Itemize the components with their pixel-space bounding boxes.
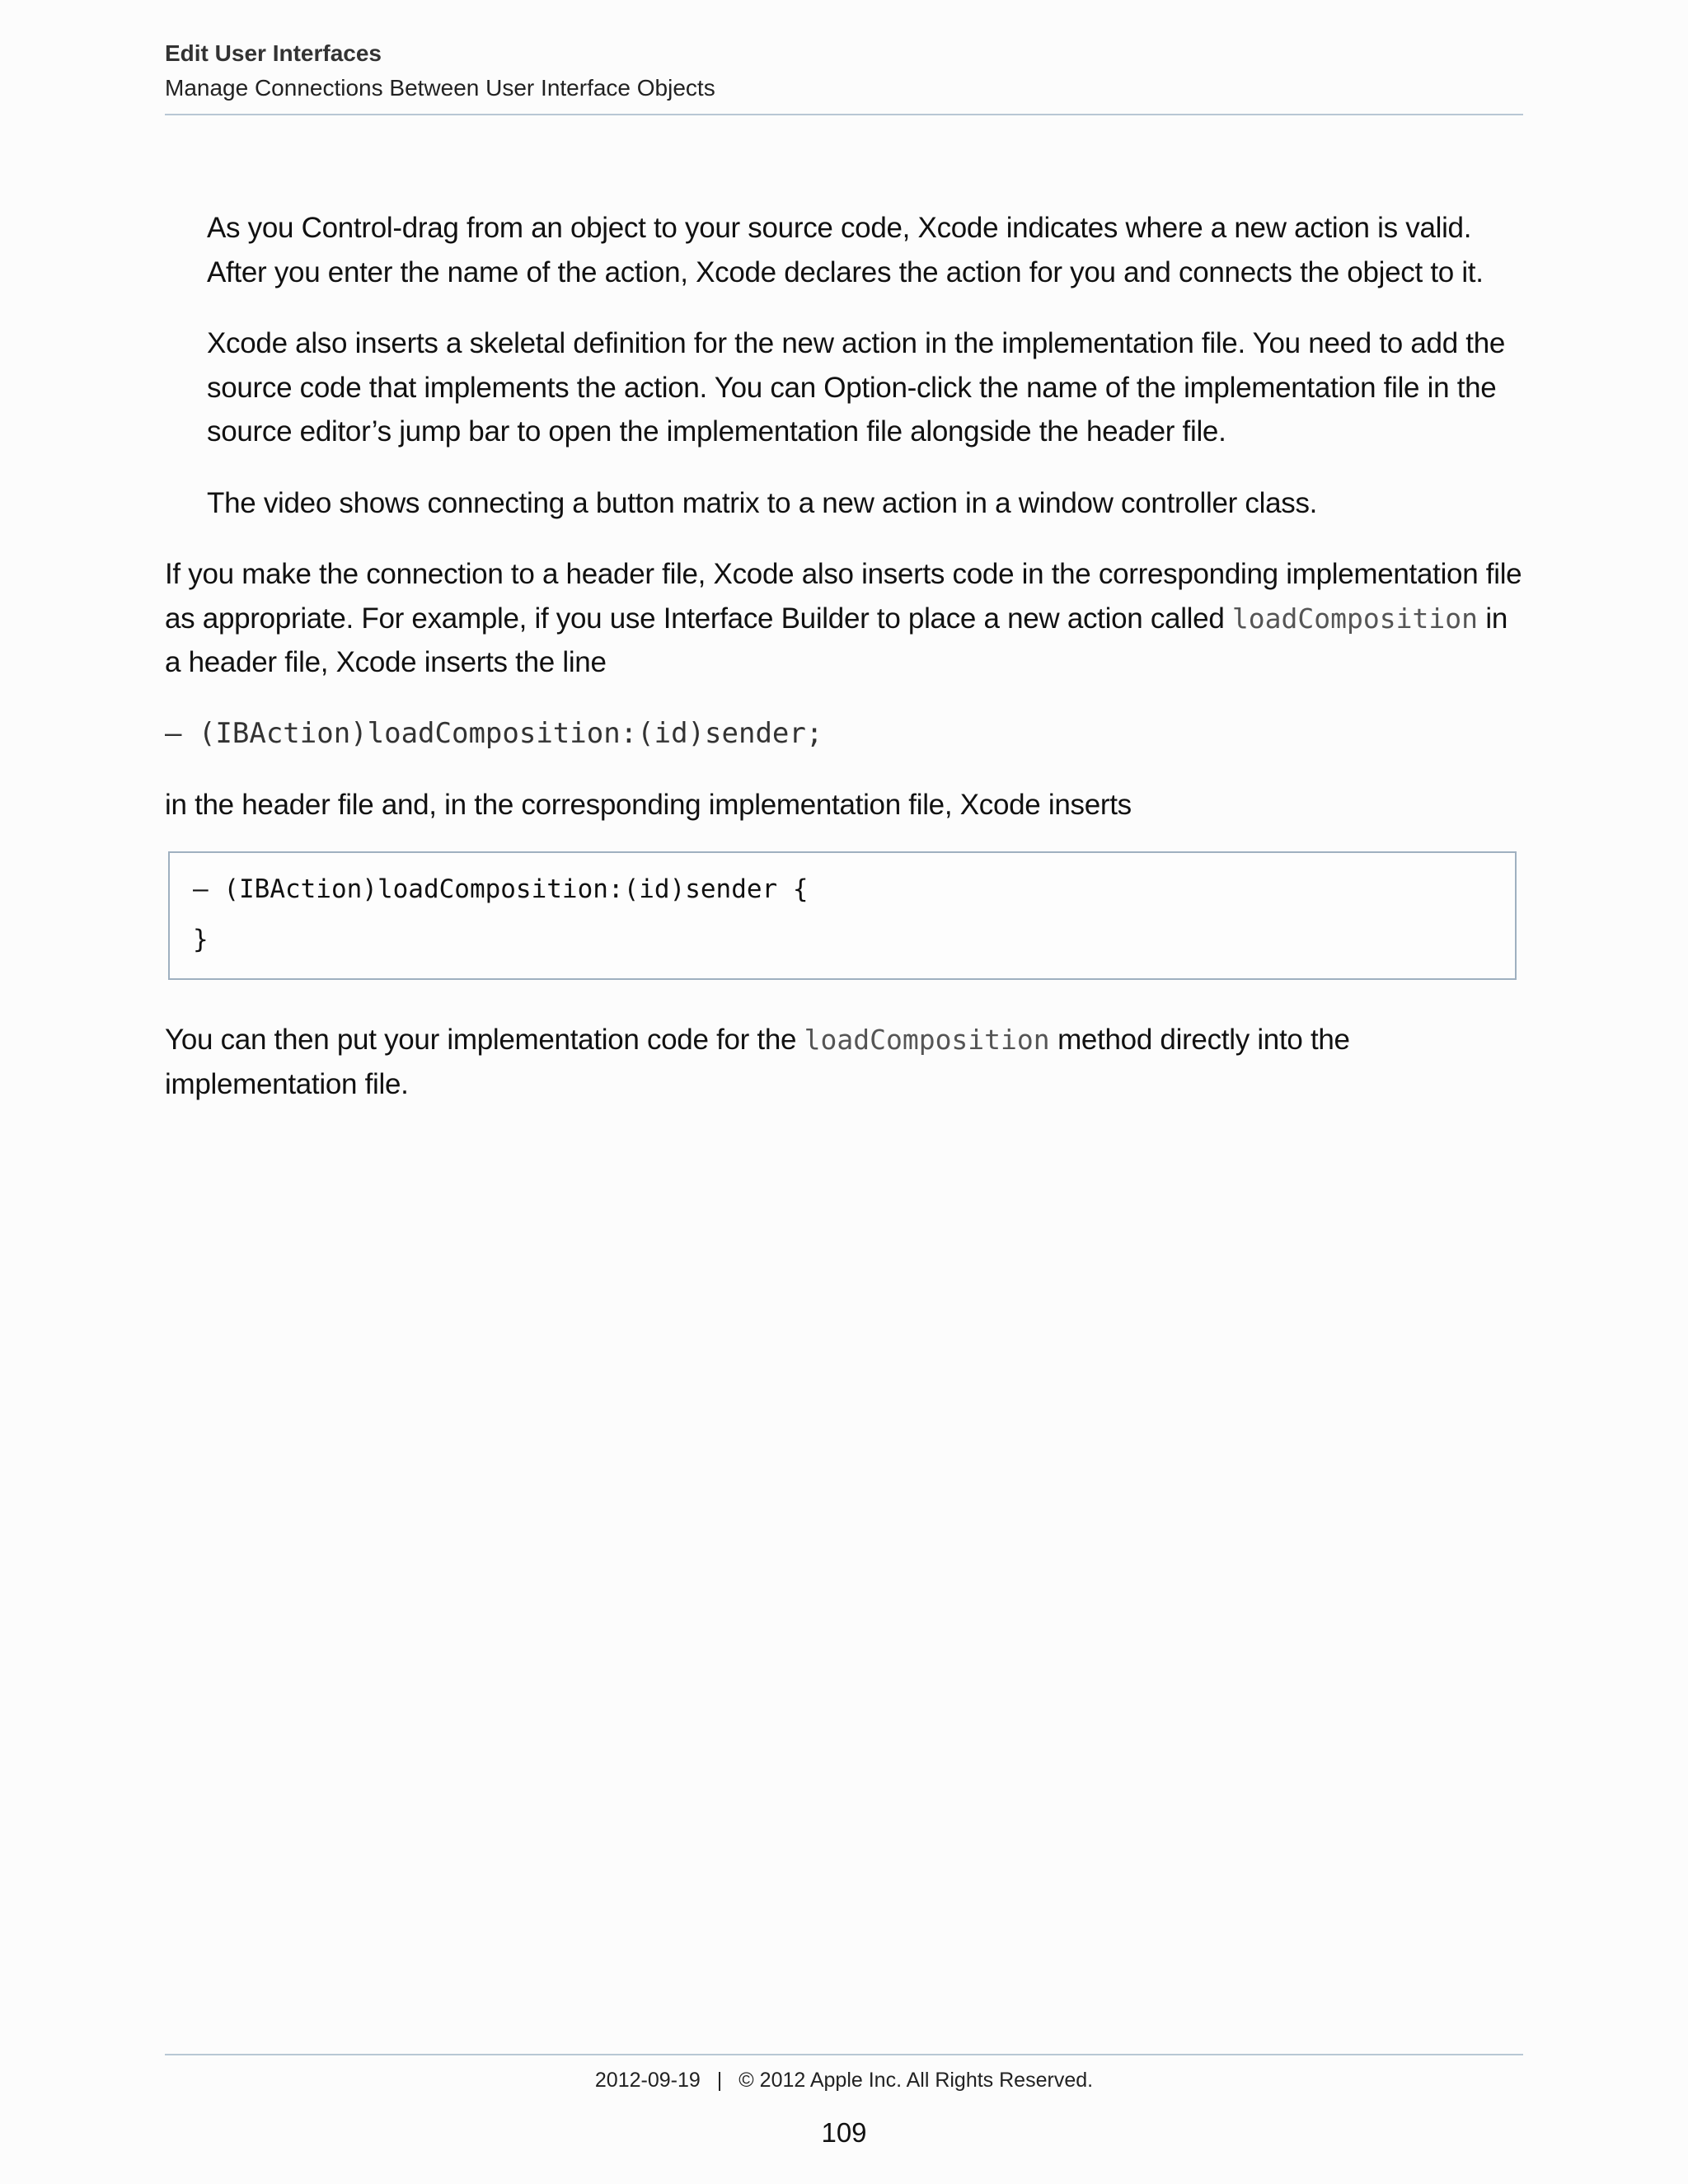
footer-copyright: © 2012 Apple Inc. All Rights Reserved.: [738, 2069, 1094, 2092]
inline-code: loadComposition: [1231, 602, 1478, 635]
page-header: [165, 36, 1523, 105]
header-divider: [165, 114, 1523, 115]
paragraph-video: The video shows connecting a button matrix to a new action in a window controller class.: [207, 486, 1318, 519]
page-body: [165, 206, 1523, 1106]
paragraph-text: in a header file, Xcode inserts the line: [165, 602, 1508, 678]
page-number: 109: [821, 2117, 867, 2148]
code-block: [168, 851, 1517, 980]
footer-date: 2012-09-19: [594, 2069, 701, 2092]
footer-meta: [165, 2062, 1523, 2098]
code-block-line: }: [193, 925, 209, 954]
inline-code: loadComposition: [804, 1024, 1050, 1056]
paragraph-implementation-insert: in the header file and, in the corresponding implementation file, Xcode inserts: [165, 788, 1132, 821]
section-title: Manage Connections Between User Interface Objects: [165, 75, 715, 101]
paragraph-text: You can then put your implementation code for the: [165, 1024, 804, 1056]
footer-divider: [165, 2054, 1523, 2055]
paragraph-implementation-code: [165, 1018, 1523, 1106]
paragraph-control-drag: As you Control-drag from an object to your source code, Xcode indicates where a new action is valid. After you enter the name of the action, Xcode declares the action for you and connects the object to it.: [207, 212, 1484, 288]
paragraph-header-file-connection: [165, 552, 1523, 685]
paragraph-text: method directly into the implementation file.: [165, 1024, 1350, 1100]
code-line-declaration: – (IBAction)loadComposition:(id)sender;: [165, 716, 823, 750]
paragraph-skeletal-definition: Xcode also inserts a skeletal definition for the new action in the implementation file. You need to add the source code that implements the action. You can Option-click the name of the implementation file in the source editor’s jump bar to open the implementation file alongside the header file.: [207, 327, 1506, 448]
paragraph-text: If you make the connection to a header file, Xcode also inserts code in the corresponding implementation file as appropriate. For example, if you use Interface Builder to place a new action called: [165, 558, 1522, 635]
chapter-title: Edit User Interfaces: [165, 40, 382, 66]
footer-separator: |: [716, 2069, 723, 2092]
code-block-line: – (IBAction)loadComposition:(id)sender {: [193, 874, 809, 904]
